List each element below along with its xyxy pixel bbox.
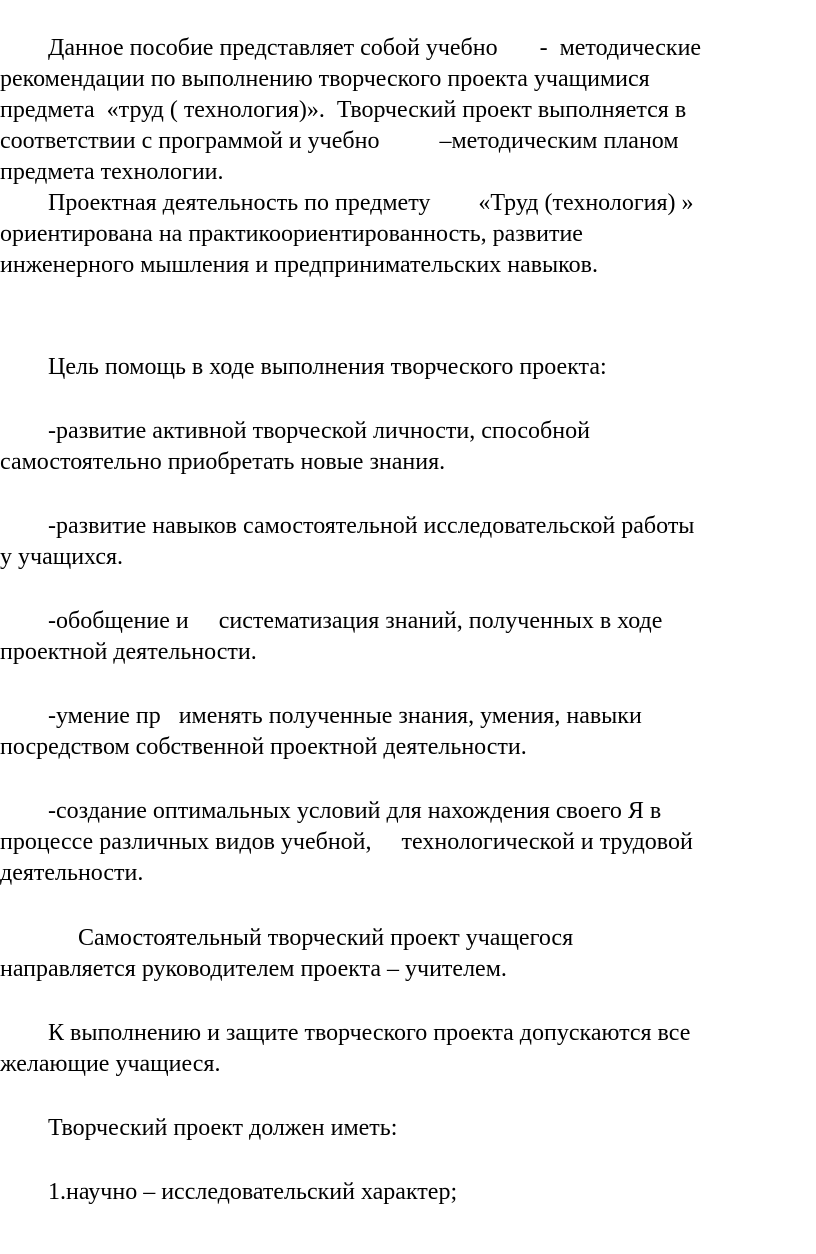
- goal-item-1-line-1: -развитие активной творческой личности, способной: [0, 418, 590, 444]
- text-line-8: инженерного мышления и предпринимательских навыков.: [0, 252, 598, 278]
- text-line-3: предмета «труд ( технология)». Творческий проект выполняется в: [0, 97, 687, 123]
- goal-item-4-line-1: -умение пр именять полученные знания, умения, навыки: [0, 703, 642, 729]
- goal-heading: Цель помощь в ходе выполнения творческого проекта:: [0, 354, 607, 380]
- supervision-line-1: Самостоятельный творческий проект учащегося: [0, 925, 574, 951]
- text-line-4: соответствии с программой и учебно –методическим планом: [0, 128, 679, 154]
- admission-line-2: желающие учащиеся.: [0, 1051, 221, 1077]
- requirements-heading: Творческий проект должен иметь:: [0, 1115, 398, 1141]
- goal-item-5-line-3: деятельности.: [0, 860, 144, 886]
- admission-line-1: К выполнению и защите творческого проекта допускаются все: [0, 1020, 691, 1046]
- goal-item-2-line-1: -развитие навыков самостоятельной исследовательской работы: [0, 513, 695, 539]
- text-line-6: Проектная деятельность по предмету «Труд (технология) »: [0, 190, 694, 216]
- requirement-item-1: 1.научно – исследовательский характер;: [0, 1179, 458, 1205]
- goal-item-2-line-2: у учащихся.: [0, 544, 124, 570]
- supervision-line-2: направляется руководителем проекта – учителем.: [0, 956, 507, 982]
- text-line-1: Данное пособие представляет собой учебно - методические: [0, 35, 702, 61]
- goal-item-3-line-2: проектной деятельности.: [0, 639, 257, 665]
- goal-item-3-line-1: -обобщение и систематизация знаний, полученных в ходе: [0, 608, 663, 634]
- goal-item-5-line-1: -создание оптимальных условий для нахождения своего Я в: [0, 798, 662, 824]
- text-line-7: ориентирована на практикоориентированность, развитие: [0, 221, 583, 247]
- goal-item-1-line-2: самостоятельно приобретать новые знания.: [0, 449, 446, 475]
- text-line-5: предмета технологии.: [0, 159, 224, 185]
- goal-item-5-line-2: процессе различных видов учебной, технологической и трудовой: [0, 829, 693, 855]
- goal-item-4-line-2: посредством собственной проектной деятельности.: [0, 734, 527, 760]
- text-line-2: рекомендации по выполнению творческого проекта учащимися: [0, 66, 650, 92]
